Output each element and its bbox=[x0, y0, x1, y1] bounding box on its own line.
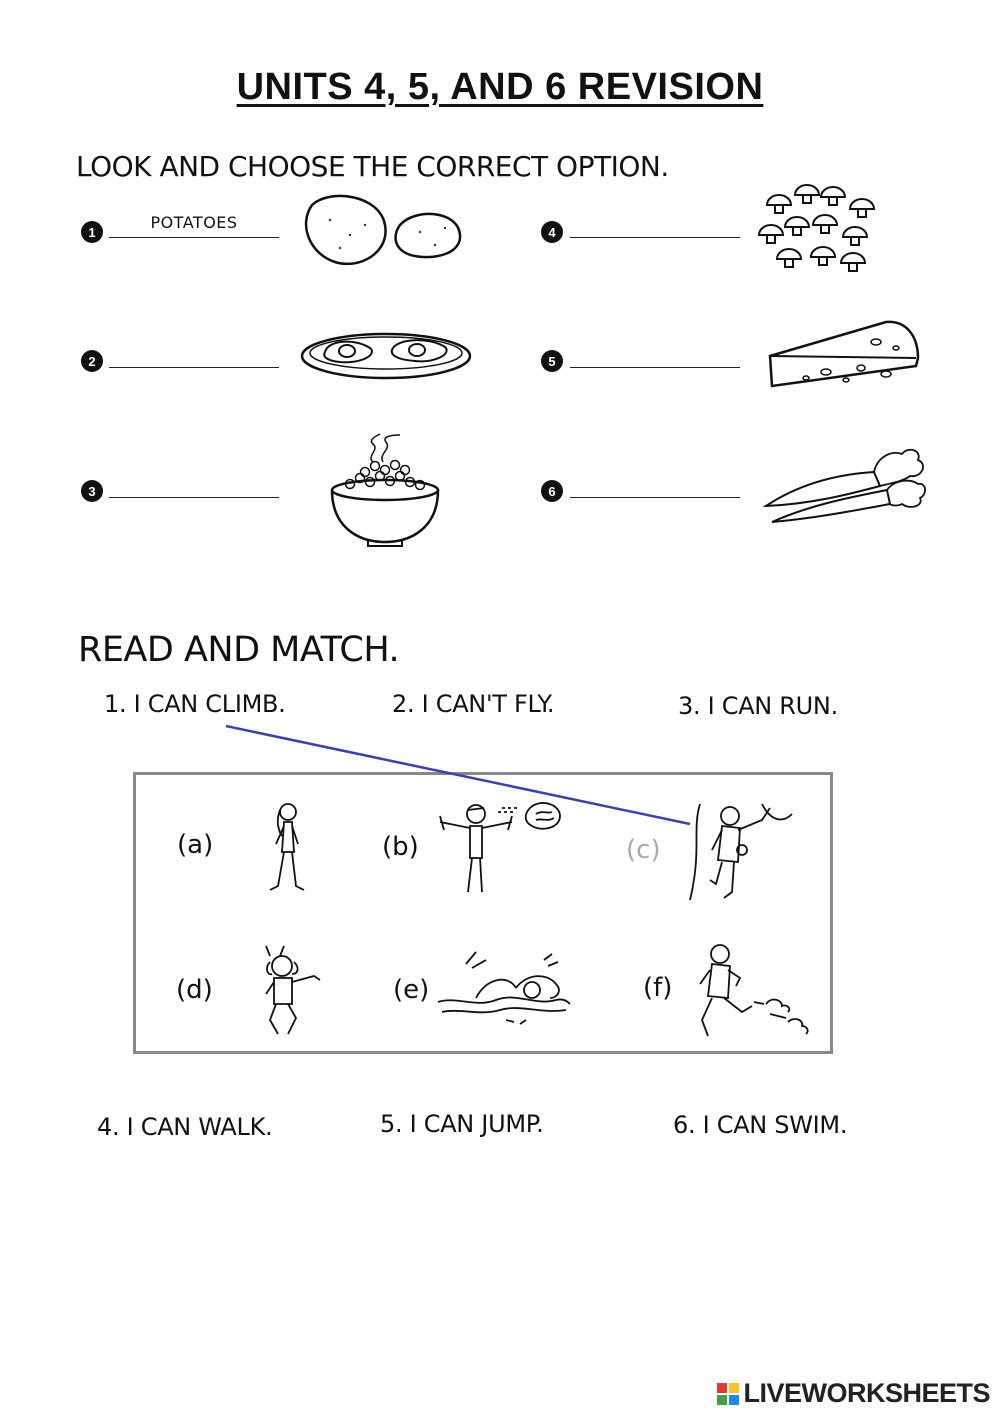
sentence-5[interactable]: 5. I CAN JUMP. bbox=[380, 1110, 544, 1138]
picture-a-letter[interactable]: (a) bbox=[177, 830, 214, 860]
sentence-2[interactable]: 2. I CAN'T FLY. bbox=[392, 690, 555, 718]
picture-f-letter[interactable]: (f) bbox=[643, 973, 673, 1003]
item-2-number: 2 bbox=[81, 350, 103, 372]
sentence-4[interactable]: 4. I CAN WALK. bbox=[97, 1113, 273, 1141]
running-boy-icon[interactable] bbox=[696, 940, 814, 1042]
picture-e-letter[interactable]: (e) bbox=[393, 975, 430, 1005]
item-5-number: 5 bbox=[541, 350, 563, 372]
picture-c-letter[interactable]: (c) bbox=[626, 835, 661, 865]
item-6-number: 6 bbox=[541, 480, 563, 502]
liveworksheets-logo bbox=[717, 1378, 990, 1409]
picture-b-letter[interactable]: (b) bbox=[382, 832, 419, 862]
logo-grid-icon bbox=[717, 1383, 739, 1405]
picture-d-letter[interactable]: (d) bbox=[176, 975, 213, 1005]
item-1-number: 1 bbox=[81, 221, 103, 243]
item-1-answer[interactable]: POTATOES bbox=[150, 213, 238, 232]
swimming-girl-icon[interactable] bbox=[436, 948, 572, 1030]
sentence-3[interactable]: 3. I CAN RUN. bbox=[678, 692, 838, 720]
sentence-6[interactable]: 6. I CAN SWIM. bbox=[673, 1111, 848, 1139]
section-1-instruction: LOOK AND CHOOSE THE CORRECT OPTION. bbox=[76, 150, 669, 183]
section-2-instruction: READ AND MATCH. bbox=[78, 630, 400, 670]
page-title: UNITS 4, 5, AND 6 REVISION bbox=[236, 66, 764, 108]
sentence-1[interactable]: 1. I CAN CLIMB. bbox=[104, 690, 286, 718]
item-4-number: 4 bbox=[541, 221, 563, 243]
item-3-number: 3 bbox=[81, 480, 103, 502]
jumping-girl-icon[interactable] bbox=[258, 944, 324, 1040]
walking-girl-icon[interactable] bbox=[262, 800, 312, 896]
climbing-boy-icon[interactable] bbox=[682, 800, 802, 904]
flying-boy-icon[interactable] bbox=[436, 800, 566, 898]
logo-text: LIVEWORKSHEETS bbox=[743, 1378, 990, 1408]
